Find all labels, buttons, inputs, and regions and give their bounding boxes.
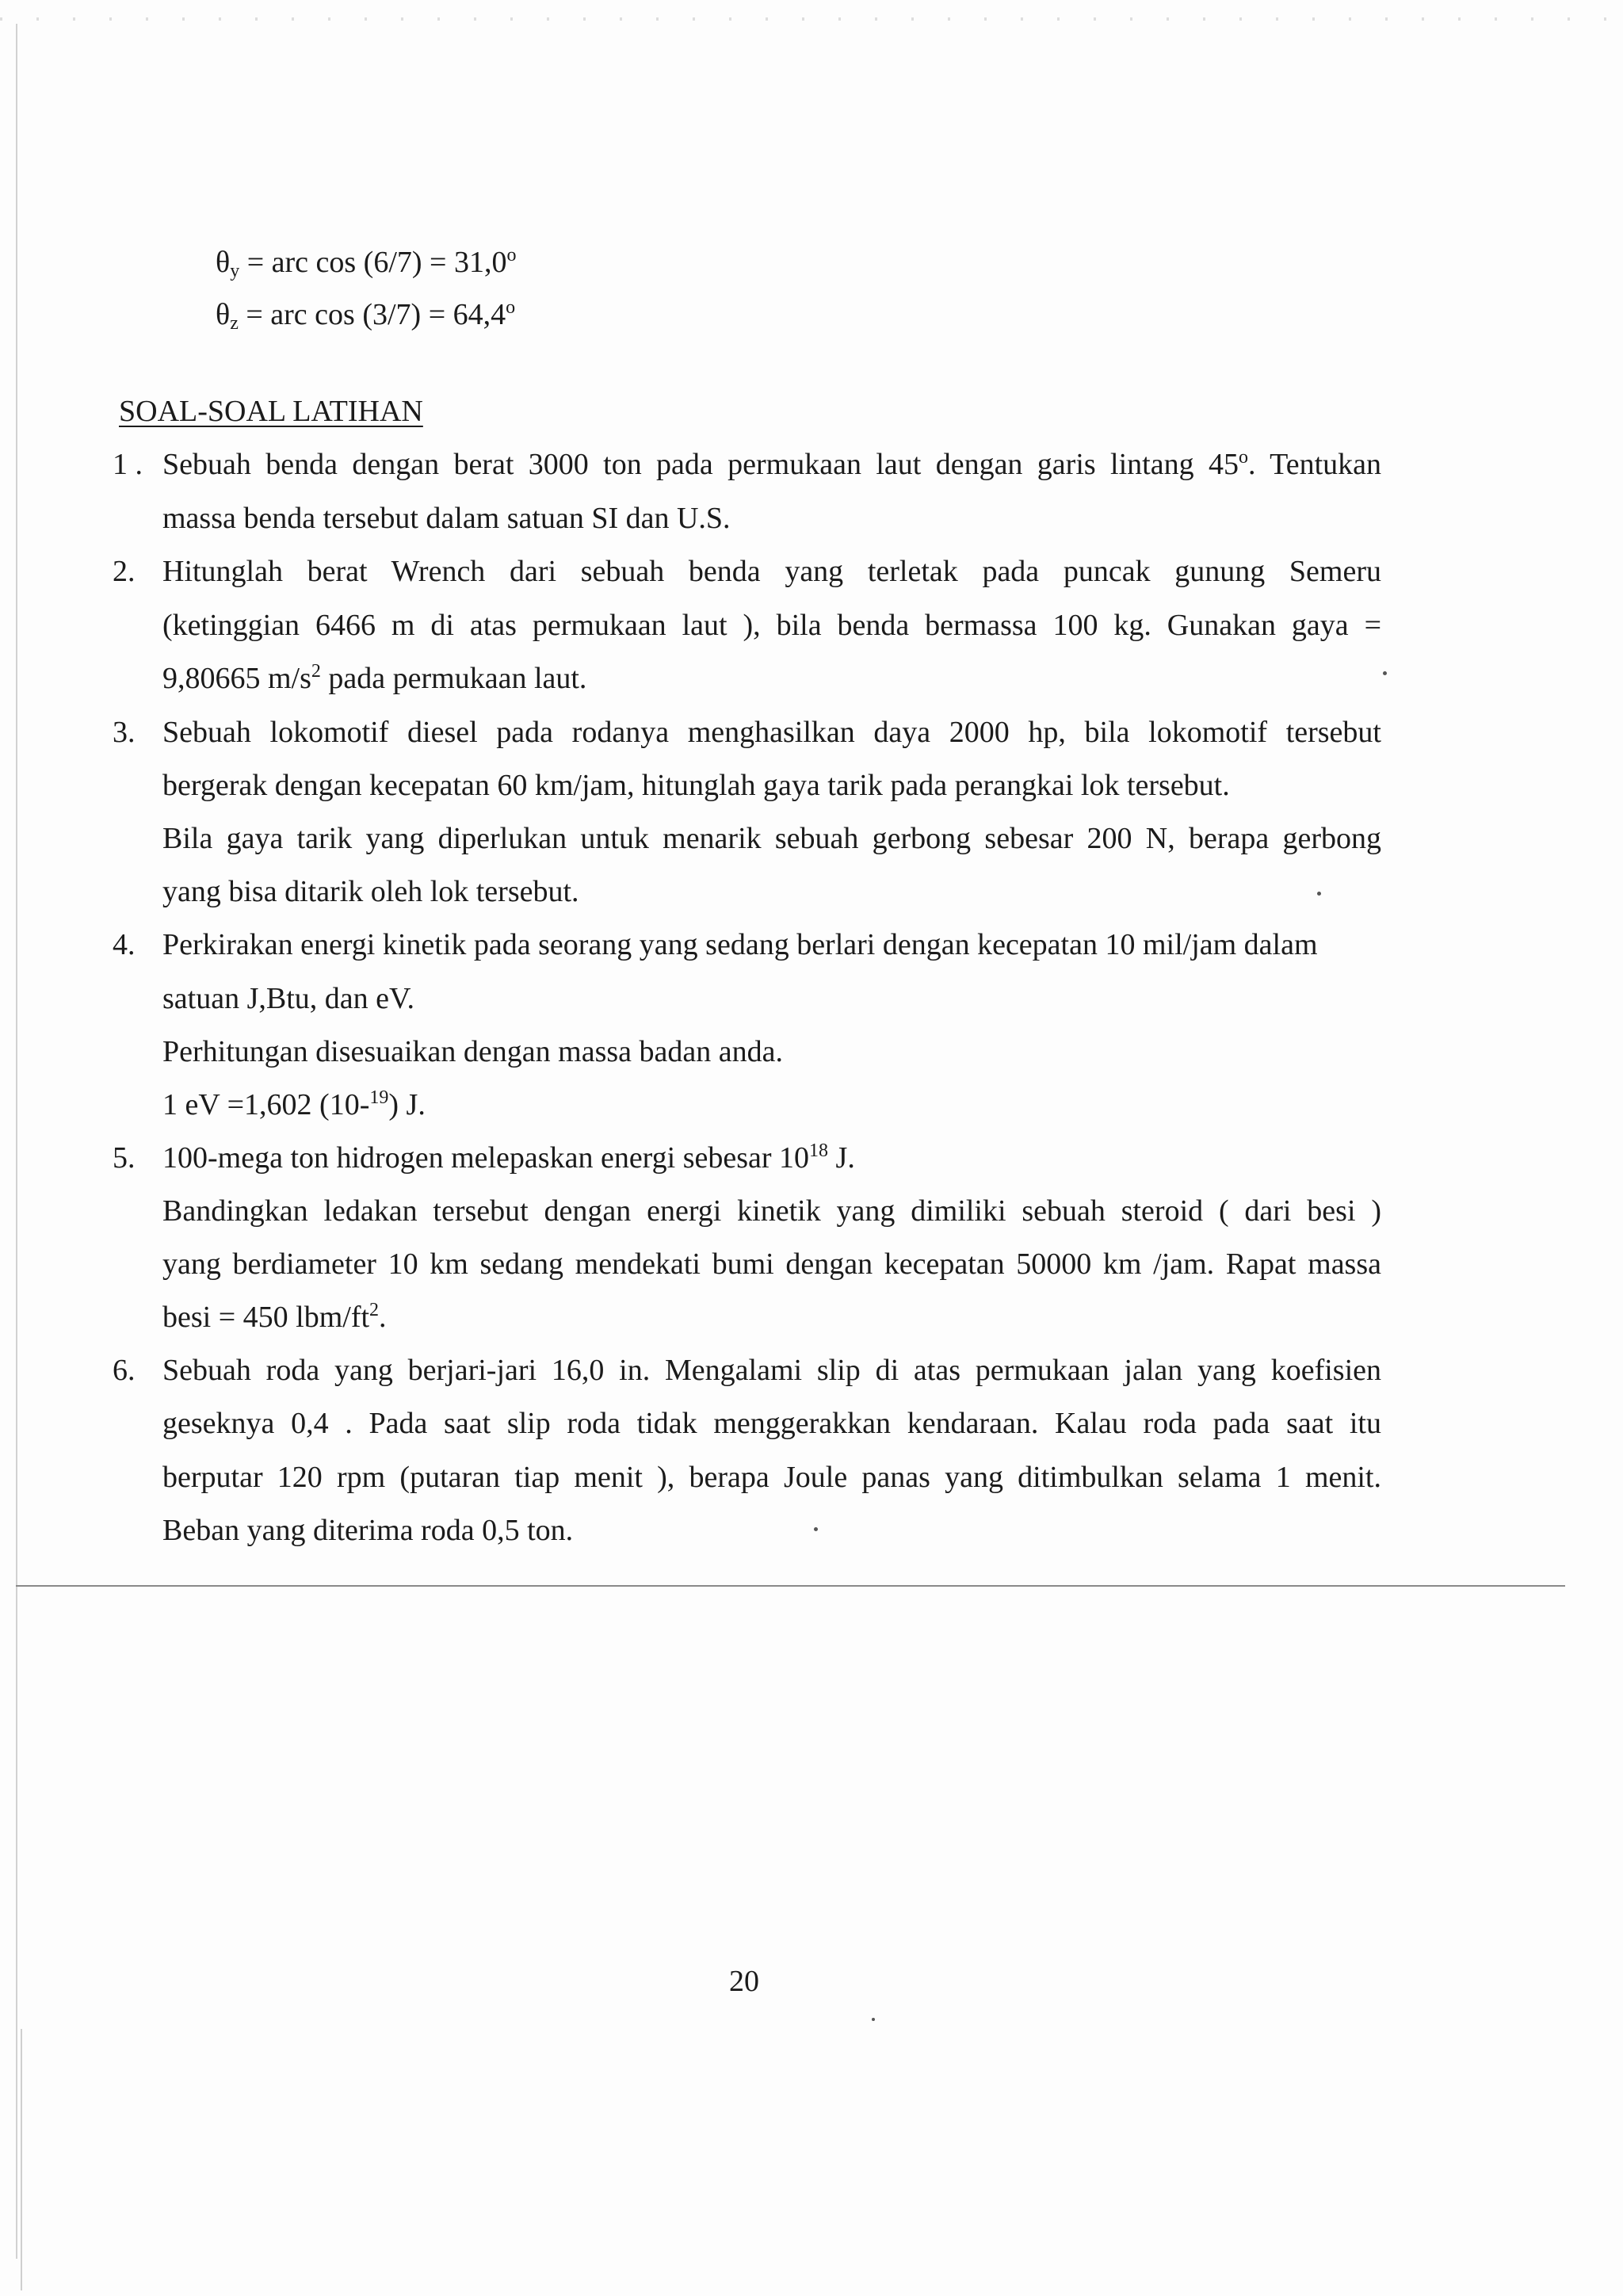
item-5-line-1: 100-mega ton hidrogen melepaskan energi sebesar $10^{18}$ J. [162,1140,855,1175]
item-6-line-4: Beban yang diterima roda 0,5 ton. [162,1514,574,1547]
item-4-line-3: Perhitungan disesuaikan dengan massa badan anda. [162,1035,783,1068]
section-title: SOAL-SOAL LATIHAN [119,395,423,428]
item-1-line-1: Sebuah benda dengan berat 3000 ton pada permukaan laut dengan garis lintang 45$^o$. Tentukan [162,447,1381,481]
item-2-line-3: 9,80665 $m/s^2$ pada permukaan laut. [162,661,587,695]
item-5-number: 5. [113,1141,136,1175]
item-1-line-2: massa benda tersebut dalam satuan SI dan U.S. [162,502,731,535]
item-3-line-4: yang bisa ditarik oleh lok tersebut. [162,875,579,908]
item-5-line-2: Bandingkan ledakan tersebut dengan energi kinetik yang dimiliki sebuah steroid ( dari besi ) [162,1194,1381,1228]
item-6-line-1: Sebuah roda yang berjari-jari 16,0 in. Mengalami slip di atas permukaan jalan yang koefisien [162,1354,1381,1387]
page-number: 20 [729,1965,759,1998]
item-3-line-2: bergerak dengan kecepatan 60 km/jam, hitunglah gaya tarik pada perangkai lok tersebut. [162,769,1230,802]
item-5-line-4: besi = 450 lbm/$ft^2$. [162,1300,387,1334]
horizontal-divider [16,1585,1565,1587]
equation-theta-y: $\theta_y$ = arc $\cos (6/7) = 31,0^o$ [216,245,517,281]
item-6-line-2: geseknya 0,4 . Pada saat slip roda tidak menggerakkan kendaraan. Kalau roda pada saat itu [162,1407,1381,1440]
item-2-line-2: (ketinggian 6466 m di atas permukaan laut ), bila benda bermassa 100 kg. Gunakan gaya = [162,609,1381,642]
item-5-line-3: yang berdiameter 10 km sedang mendekati bumi dengan kecepatan 50000 km /jam. Rapat massa [162,1247,1381,1281]
item-4-line-2: satuan J,Btu, dan eV. [162,982,415,1015]
scan-speck [1383,671,1387,675]
item-4-line-4: 1 eV =1,602 (10-$^{19}$) J. [162,1087,426,1121]
item-3-line-3: Bila gaya tarik yang diperlukan untuk menarik sebuah gerbong sebesar 200 N, berapa gerbong [162,822,1381,855]
item-2-number: 2. [113,555,136,588]
item-1-number: 1 . [113,448,143,481]
equation-theta-z: $\theta_z$ = arc $\cos (3/7) = 64,4^o$ [216,297,516,334]
item-3-number: 3. [113,716,136,749]
scan-left-edge [16,24,17,2259]
scan-left-edge-lower [21,2029,22,2290]
item-6-number: 6. [113,1354,136,1387]
item-2-line-1: Hitunglah berat Wrench dari sebuah benda yang terletak pada puncak gunung Semeru [162,555,1381,588]
scan-top-edge [0,17,1623,21]
item-4-number: 4. [113,928,136,961]
scan-speck [872,2018,875,2021]
item-6-line-3: berputar 120 rpm (putaran tiap menit ), berapa Joule panas yang ditimbulkan selama 1 menit. [162,1461,1381,1494]
item-3-line-1: Sebuah lokomotif diesel pada rodanya menghasilkan daya 2000 hp, bila lokomotif tersebut [162,716,1381,749]
item-4-line-1: Perkirakan energi kinetik pada seorang yang sedang berlari dengan kecepatan 10 mil/jam dalam [162,928,1318,961]
